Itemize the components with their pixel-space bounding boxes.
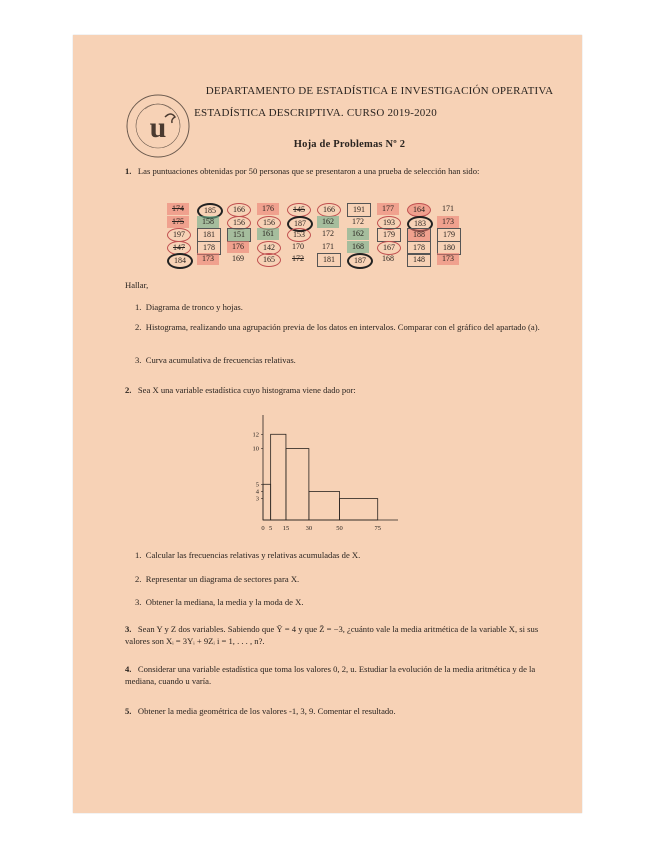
score-cell: 153 <box>287 228 311 242</box>
score-cell: 177 <box>377 203 399 215</box>
score-cell: 148 <box>407 253 431 267</box>
x-tick-label: 50 <box>336 525 343 532</box>
score-cell: 176 <box>227 241 249 253</box>
score-cell: 171 <box>322 241 334 251</box>
problem-1-item-1: 1. Diagrama de tronco y hojas. <box>135 302 243 312</box>
x-tick-label: 15 <box>282 525 290 532</box>
score-cell: 173 <box>437 216 459 228</box>
score-cell: 178 <box>407 241 431 255</box>
score-cell: 179 <box>377 228 401 242</box>
x-tick-label: 75 <box>374 525 381 532</box>
score-cell: 172 <box>352 216 364 226</box>
problem-3: 3. Sean Y y Z dos variables. Sabiendo que Ȳ = 4 y que Z̄ = −3, ¿cuánto vale la media aritmética de la variable X, si sus valores son Xᵢ = 3Yᵢ + 9Zᵢ i = 1, . . . , n?. <box>125 624 539 646</box>
score-cell: 156 <box>257 216 281 230</box>
score-cell: 142 <box>257 241 281 255</box>
x-tick-label: 5 <box>269 525 273 532</box>
score-cell: 172 <box>322 229 334 238</box>
score-cell: 191 <box>347 203 371 217</box>
score-cell: 183 <box>407 216 433 232</box>
problem-1-item-3: 3. Curva acumulativa de frecuencias relativas. <box>135 355 296 365</box>
problem-1-item-2: 2. Histograma, realizando una agrupación previa de los datos en intervalos. Comparar con el gráfico del apartado (a). <box>135 322 540 332</box>
score-cell: 145 <box>287 203 311 217</box>
sheet-title: Hoja de Problemas Nº 2 <box>293 139 406 150</box>
histogram-bar <box>286 449 309 520</box>
score-cell: 161 <box>257 228 279 240</box>
problem-1 <box>125 165 545 177</box>
score-cell: 188 <box>407 228 431 242</box>
y-tick-label: 5 <box>255 481 259 489</box>
x-tick-label: 30 <box>305 525 313 532</box>
score-cell: 158 <box>197 216 219 228</box>
score-cell: 175 <box>167 216 189 228</box>
score-cell: 187 <box>287 216 313 232</box>
score-cell: 173 <box>197 253 219 265</box>
y-tick-label: 12 <box>252 431 259 439</box>
score-cell: 151 <box>227 228 251 242</box>
score-cell: 167 <box>377 241 401 255</box>
score-cell: 172 <box>292 254 304 263</box>
problem-1-number: 1. <box>125 166 132 176</box>
histogram-chart <box>243 410 403 538</box>
problem-2-item-2: 2. Representar un diagrama de sectores para X. <box>135 574 300 584</box>
score-cell: 147 <box>167 241 191 255</box>
score-cell: 181 <box>197 228 221 242</box>
problem-4: 4. Considerar una variable estadística que toma los valores 0, 2, u. Estudiar la evolución de la media aritmética y de la mediana, cuando u varía. <box>125 664 536 686</box>
score-cell: 174 <box>167 203 189 215</box>
histogram-bar <box>339 499 377 520</box>
score-cell: 168 <box>382 254 394 263</box>
score-cell: 197 <box>167 228 191 242</box>
department-title: DEPARTAMENTO DE ESTADÍSTICA E INVESTIGACIÓN OPERATIVA <box>205 85 554 97</box>
score-cell: 164 <box>407 203 431 217</box>
y-tick-label: 4 <box>255 488 259 496</box>
histogram-bar <box>309 491 340 520</box>
logo-initial: u <box>149 111 167 144</box>
score-cell: 168 <box>347 241 369 253</box>
y-tick-label: 10 <box>252 445 259 453</box>
score-cell: 193 <box>377 216 401 230</box>
score-cell: 162 <box>347 228 369 240</box>
score-cell: 169 <box>232 254 244 263</box>
course-title: ESTADÍSTICA DESCRIPTIVA. CURSO 2019-2020 <box>194 107 437 119</box>
score-cell: 156 <box>227 216 251 230</box>
problem-2-item-1: 1. Calcular las frecuencias relativas y relativas acumuladas de X. <box>135 550 361 560</box>
problem-2-item-3: 3. Obtener la mediana, la media y la moda de X. <box>135 597 304 607</box>
score-cell: 184 <box>167 253 193 269</box>
score-cell: 166 <box>227 203 251 217</box>
score-cell: 179 <box>437 228 461 242</box>
score-cell: 185 <box>197 203 223 219</box>
problem-5: 5. Obtener la media geométrica de los valores -1, 3, 9. Comentar el resultado. <box>125 706 396 716</box>
score-cell: 162 <box>317 216 339 228</box>
exam-sheet <box>73 35 582 813</box>
score-cell: 171 <box>442 204 454 213</box>
problem-2: 2. Sea X una variable estadística cuyo histograma viene dado por: <box>125 385 356 395</box>
x-tick-label: 0 <box>261 525 265 532</box>
score-cell: 165 <box>257 253 281 267</box>
score-cell: 187 <box>347 253 373 269</box>
score-cell: 176 <box>257 203 279 215</box>
problem-1-text: Las puntuaciones obtenidas por 50 personas que se presentaron a una prueba de selección han sido: <box>137 166 480 176</box>
score-cell: 170 <box>292 241 304 251</box>
score-cell: 181 <box>317 253 341 267</box>
score-cell: 173 <box>437 253 459 265</box>
hallar-label: Hallar, <box>125 280 149 290</box>
score-cell: 178 <box>197 241 221 255</box>
histogram-bar <box>263 484 271 520</box>
y-tick-label: 3 <box>255 495 259 503</box>
score-cell: 166 <box>317 203 341 217</box>
histogram-bar <box>271 434 286 520</box>
score-cell: 180 <box>437 241 461 255</box>
